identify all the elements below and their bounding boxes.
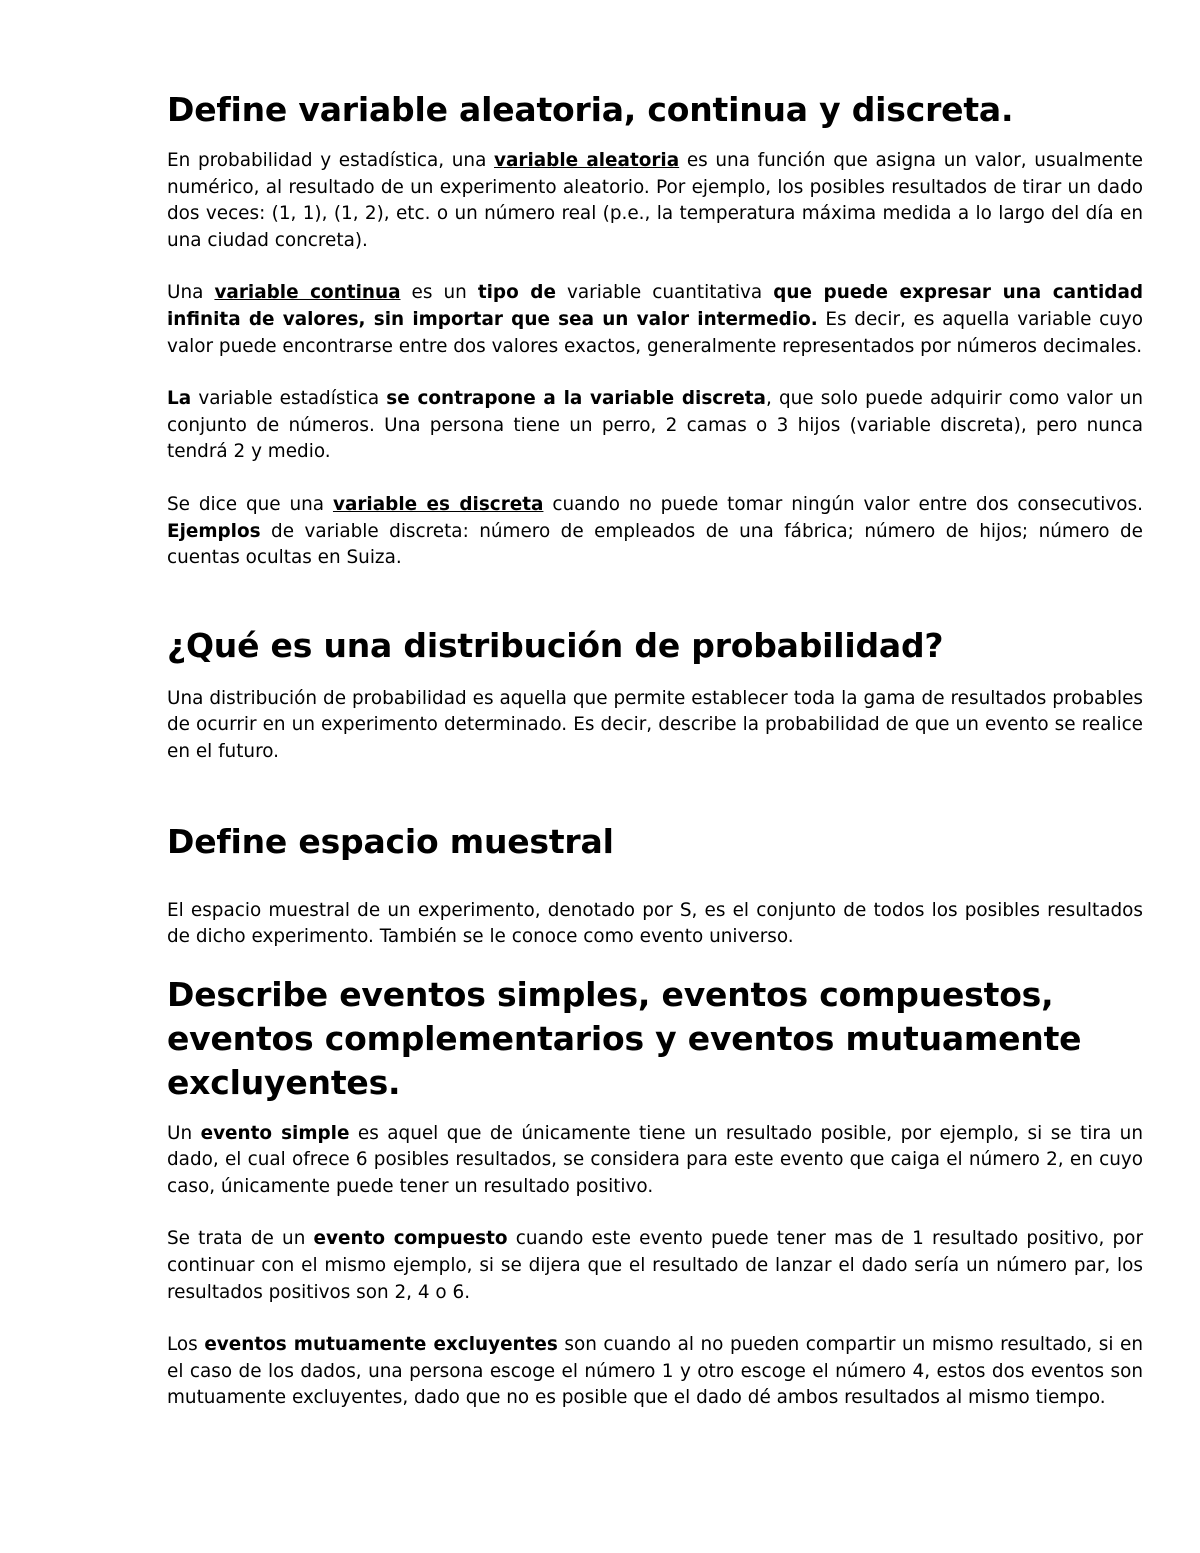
paragraph-variable-aleatoria xyxy=(167,148,1143,254)
heading-distribucion: ¿Qué es una distribución de probabilidad? xyxy=(167,625,944,665)
heading-espacio-muestral: Define espacio muestral xyxy=(167,821,614,861)
document-page xyxy=(167,88,1143,1412)
text-run: , que solo puede adquirir como valor un conjunto de números. Una persona tiene un perro, 2 camas o 3 hijos (variable discreta), pero nunca tendrá 2 y medio. xyxy=(167,388,1143,463)
term-mutuamente-excluyentes: eventos mutuamente excluyentes xyxy=(204,1334,558,1356)
paragraph-evento-simple xyxy=(167,1121,1143,1201)
text-run: variable estadística xyxy=(191,388,387,410)
text-run: es aquel que de únicamente tiene un resultado posible, por ejemplo, si se tira un dado, el cual ofrece 6 posibles resultados, se considera para este evento que caiga el número 2, en cuyo caso, únicamente puede tener un resultado positivo. xyxy=(167,1122,1143,1197)
text-run: Se dice que una xyxy=(167,493,333,515)
text-run: cuando este evento puede tener mas de 1 resultado positivo, por continuar con el mismo ejemplo, si se dijera que el resultado de lanzar el dado sería un número par, los resultados positivos son 2, 4 o 6. xyxy=(167,1228,1143,1303)
bold-run: Ejemplos xyxy=(167,520,261,542)
paragraph-variable-continua xyxy=(167,280,1143,360)
bold-run: La xyxy=(167,388,192,410)
text-run: Es decir, es aquella variable cuyo valor puede encontrarse entre dos valores exactos, generalmente representados por números decimales. xyxy=(167,308,1143,357)
paragraph-espacio-muestral: El espacio muestral de un experimento, denotado por S, es el conjunto de todos los posibles resultados de dicho experimento. También se le conoce como evento universo. xyxy=(167,899,1143,948)
term-variable-discreta: variable es discreta xyxy=(332,493,544,515)
text-run: Los xyxy=(167,1334,205,1356)
term-evento-compuesto: evento compuesto xyxy=(313,1228,508,1250)
term-variable-continua: variable continua xyxy=(214,282,401,304)
text-run: de variable discreta: número de empleados de una fábrica; número de hijos; número de cuentas ocultas en Suiza. xyxy=(167,520,1143,569)
paragraph-variable-discreta xyxy=(167,492,1143,572)
text-run: es un xyxy=(400,282,478,304)
bold-run: tipo de xyxy=(477,282,556,304)
heading-variable-aleatoria: Define variable aleatoria, continua y discreta. xyxy=(167,90,1014,129)
paragraph-mutuamente-excluyentes xyxy=(167,1332,1143,1412)
text-run: son cuando al no pueden compartir un mismo resultado, si en el caso de los dados, una persona escoge el número 1 y otro escoge el número 4, estos dos eventos son mutuamente excluyentes, dado que no es posible que el dado dé ambos resultados al mismo tiempo. xyxy=(167,1334,1143,1409)
text-run: En probabilidad y estadística, una xyxy=(167,150,494,171)
term-variable-aleatoria: variable aleatoria xyxy=(494,150,680,171)
paragraph-evento-compuesto xyxy=(167,1226,1143,1306)
bold-run: se contrapone a la variable discreta xyxy=(386,388,766,410)
text-run: Una xyxy=(167,282,215,304)
text-run: Un xyxy=(167,1122,201,1144)
paragraph-distribucion: Una distribución de probabilidad es aquella que permite establecer toda la gama de resultados probables de ocurrir en un experimento determinado. Es decir, describe la probabilidad de que un evento se realice en el futuro. xyxy=(167,687,1143,762)
term-evento-simple: evento simple xyxy=(200,1122,350,1144)
text-run: cuando no puede tomar ningún valor entre dos consecutivos. xyxy=(543,493,1143,515)
text-run: variable cuantitativa xyxy=(555,282,774,304)
text-run: es una función que asigna un valor, usualmente numérico, al resultado de un experimento aleatorio. Por ejemplo, los posibles resultados de tirar un dado dos veces: (1, 1), (1, 2), etc. o un número real (p.e., la temperatura máxima medida a lo largo del día en una ciudad concreta). xyxy=(167,150,1143,251)
text-run: Se trata de un xyxy=(167,1228,314,1250)
paragraph-contrapone xyxy=(167,386,1143,466)
heading-eventos: Describe eventos simples, eventos compuestos, eventos complementarios y eventos mutuamente excluyentes. xyxy=(167,974,1082,1102)
bold-run: que puede expresar una cantidad infinita de valores, sin importar que sea un valor intermedio. xyxy=(167,282,1144,330)
